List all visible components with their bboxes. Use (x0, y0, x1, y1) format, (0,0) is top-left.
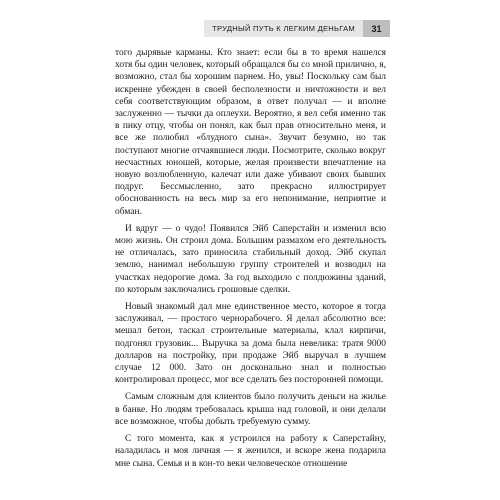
running-header-title: ТРУДНЫЙ ПУТЬ К ЛЕГКИМ ДЕНЬГАМ (204, 20, 363, 37)
paragraph-2: И вдруг — о чудо! Появился Эйб Саперстайн и изменил всю мою жизнь. Он строил дома. Большим размахом его деятельность не отличалась, зато приносила стабильный доход. Эйб скупал землю, нанимал небольшую группу строителей и возводил на участках недорогие дома. За год выходило с полдюжины зданий, по которым заключались грошовые сделки. (115, 223, 386, 295)
running-header (114, 20, 390, 37)
page-number: 31 (363, 20, 390, 37)
paragraph-4: Самым сложным для клиентов было получить деньги на жилье в банке. Но людям требовалась крыша над головой, и они делали все возможное, чтобы добыть требуемую сумму. (115, 392, 386, 427)
page-body (115, 47, 386, 470)
paragraph-3: Новый знакомый дал мне единственное место, которое я тогда заслуживал, — простого чернорабочего. Я делал абсолютно все: мешал бетон, таскал строительные материалы, клал кирпичи, подгонял грузовик... Выручка за дома была невелика: тратя 9000 долларов на постройку, при продаже Эйб выручал в лучшем случае 12 000. Зато он досконально знал и полностью контролировал процесс, мог все сделать без посторонней помощи. (115, 302, 386, 386)
paragraph-1: того дырявые карманы. Кто знает: если бы в то время нашелся хотя бы один человек, который обращался бы со мной прилично, я, возможно, стал бы хорошим парнем. Но, увы! Поскольку сам был искренне убежден в своей бесполезности и ничтожности и вел себя соответствующим образом, в ответ получал — и вполне заслуженно — тычки да оплеухи. Вероятно, я вел себя именно так в пику отцу, чтобы он понял, как был прав относительно меня, и все же полюбил «блудного сына». Звучит безумно, но так поступают многие отчаявшиеся люди. Посмотрите, сколько вокруг несчастных юношей, которые, желая произвести впечатление на новую возлюбленную, калечат или даже убивают своих бывших подруг. Бессмысленно, зато прекрасно иллюстрирует обоснованность на весь мир за его непонимание, неприятие и обман. (115, 48, 387, 217)
paragraph-5: С того момента, как я устроился на работу к Саперстайну, наладилась и моя личная — я женился, и вскоре жена подарила мне сына. Семья и в кон-то веки человеческое отношение (115, 434, 386, 469)
